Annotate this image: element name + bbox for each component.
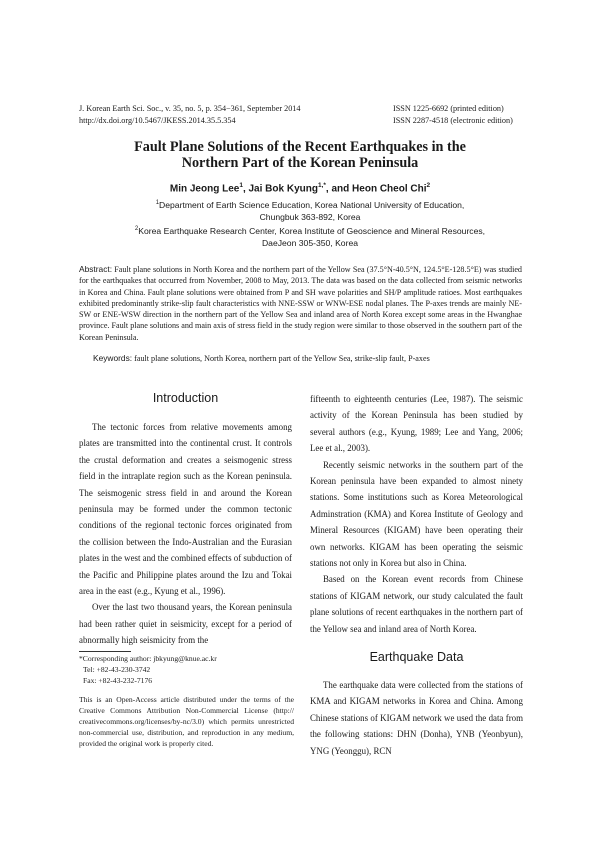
author-list xyxy=(0,182,600,194)
introduction-right-column xyxy=(310,391,523,637)
doi-link[interactable]: http://dx.doi.org/10.5467/JKESS.2014.35.5.354 xyxy=(79,115,236,125)
paragraph: Over the last two thousand years, the Korean peninsula had been rather quiet in seismicity, except for a period of abnormally high seismicity from the xyxy=(79,602,292,646)
affiliation-mark: 2 xyxy=(134,225,139,232)
affiliation-1 xyxy=(110,197,510,211)
issn-print: ISSN 1225-6692 (printed edition) xyxy=(393,104,504,113)
paragraph: Recently seismic networks in the southern part of the Korean peninsula have been expanded to almost ninety stations. Some institutions such as Korea Meteorological Adminstration (KMA) and Korea Institute of Geology and Mineral Resources (KIGAM) have been operating their own networks. KIGAM has been operating the seismic stations not only in Korea but also in China. xyxy=(310,459,523,569)
earthquake-data-column xyxy=(310,677,523,759)
author-name: Min Jeong Lee xyxy=(169,183,240,195)
author-name: Heon Cheol Chi xyxy=(352,183,427,195)
paragraph-continued: fifteenth to eighteenth centuries (Lee, 1987). The seismic activity of the Korean Peninsula has been studied by several authors (e.g., Kyung, 1989; Lee and Yang, 2006; Lee et al., 2003). xyxy=(310,394,523,454)
footnote-rule xyxy=(79,651,131,652)
title-line-1: Fault Plane Solutions of the Recent Earthquakes in the xyxy=(134,139,466,155)
affiliation-text: Korea Earthquake Research Center, Korea Institute of Geoscience and Mineral Resources, xyxy=(138,225,486,236)
journal-citation xyxy=(79,103,300,126)
introduction-left-column xyxy=(79,419,292,649)
abstract-text: Fault plane solutions in North Korea and the northern part of the Yellow Sea (37.5°N-40.5°N, 124.5°E-128.5°E) was studied for the earthquakes that occurred from November, 2008 to May, 2013. The data was based on the data collected from seismic networks in Korea and China. Fault plane solutions were obtained from P and SH wave polarities and SH/P amplitude ratioes. Most earthquakes exhibited predominantly strike-slip fault characteristics with NNE-SSW or WNW-ESE nodal planes. The P-axes trends are mainly NE-SW or ENE-WSW direction in the northern part of the Yellow Sea and inland area of North Korea except some areas in the Hwanghae province. Fault plane solutions and main axis of stress field in the study region were similar to those observed in the southern part of the Korean Peninsula. xyxy=(79,265,522,342)
paragraph: The tectonic forces from relative movements among plates are transmitted into the continental crust. It controls the crustal deformation and creates a seismogenic stress field in the intraplate region such as the Korean peninsula. The seismogenic stress field in and around the Korean peninsula may be formed under the common tectonic conditions of the regional tectonic forces originated from the collision between the Indo-Australian and the Eurasian plates in the west and the combined effects of subduction of the Pacific and Philippine plates around the Izu and Tokai area in the east (e.g., Kyung et al., 1996). xyxy=(79,422,292,597)
license-footnote xyxy=(79,695,294,750)
journal-line: J. Korean Earth Sci. Soc., v. 35, no. 5, p. 354−361, September 2014 xyxy=(79,104,301,113)
keywords-text: fault plane solutions, North Korea, northern part of the Yellow Sea, strike-slip fault, P-axes xyxy=(134,354,430,363)
keywords xyxy=(93,353,523,364)
telephone: Tel: +82-43-230-3742 xyxy=(83,664,151,674)
affiliations xyxy=(110,197,510,249)
affiliation-2 xyxy=(110,223,510,237)
license-text: This is an Open-Access article distributed under the terms of the Creative Commons Attribution Non-Commercial License (http:// creativecommons.org/licenses/by-nc/3.0) which permits unrestricted non-commercial use, distribution, and reproduction in any medium, provided the original work is properly cited. xyxy=(79,695,294,748)
paragraph: The earthquake data were collected from the stations of KMA and KIGAM networks in Korea and China. Among Chinese stations of KIGAM network we used the data from the following stations: DHN (Donha), YNB (Yeonbyun), YNG (Yeonggu), RCN xyxy=(310,680,523,756)
abstract xyxy=(79,264,522,343)
abstract-label: Abstract: xyxy=(79,264,113,274)
author-affiliation-mark: 1 xyxy=(239,182,243,189)
author-separator: , xyxy=(242,183,249,195)
paragraph: Based on the Korean event records from Chinese stations of KIGAM network, our study calculated the fault plane solutions of recent earthquakes in the northern part of the Yellow sea and inland area of North Korea. xyxy=(310,574,523,634)
affiliation-2-address: DaeJeon 305-350, Korea xyxy=(261,237,359,248)
correspondence-footnote xyxy=(79,654,294,687)
author-name: Jai Bok Kyung xyxy=(248,183,318,195)
introduction-heading: Introduction xyxy=(152,391,219,405)
keywords-label: Keywords: xyxy=(93,353,133,363)
affiliation-text: Department of Earth Science Education, Korea National University of Education, xyxy=(159,199,465,210)
title-line-2: Northern Part of the Korean Peninsula xyxy=(181,155,419,171)
author-separator: , and xyxy=(325,183,353,195)
earthquake-data-heading: Earthquake Data xyxy=(369,650,464,664)
corresponding-author: *Corresponding author: jbkyung@knue.ac.kr xyxy=(79,654,217,663)
fax: Fax: +82-43-232-7176 xyxy=(83,675,153,685)
issn-electronic: ISSN 2287-4518 (electronic edition) xyxy=(393,115,513,125)
issn-block xyxy=(393,103,513,126)
author-affiliation-mark: 2 xyxy=(426,182,431,189)
affiliation-1-address: Chungbuk 363-892, Korea xyxy=(259,211,361,222)
paper-title xyxy=(0,139,600,171)
author-affiliation-mark: 1,* xyxy=(317,182,326,189)
affiliation-mark: 1 xyxy=(155,200,160,206)
